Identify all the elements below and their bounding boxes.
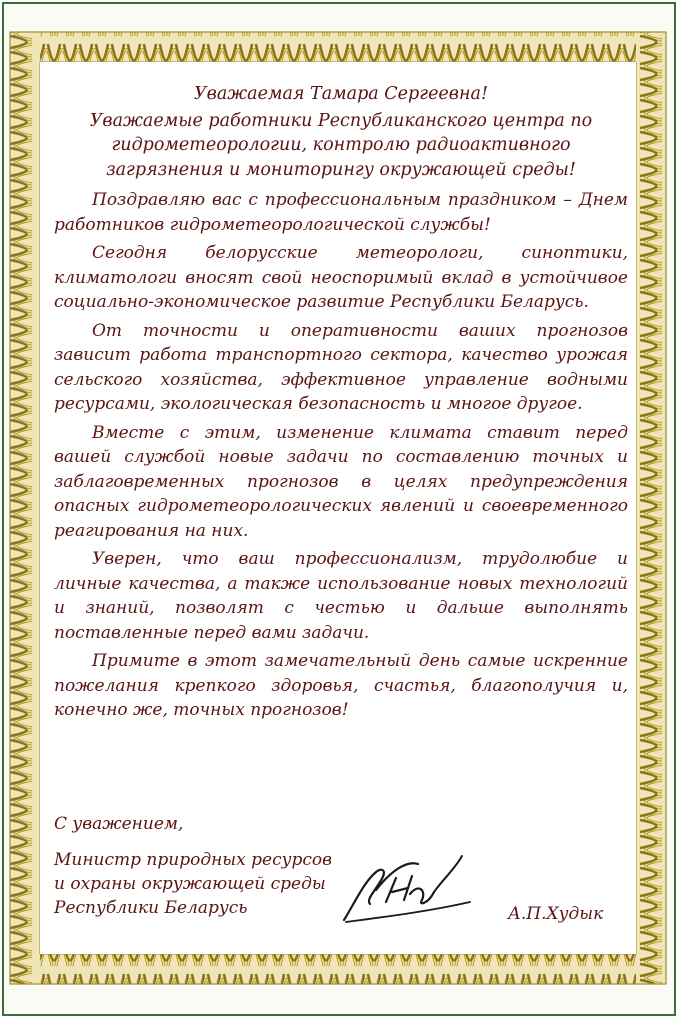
paragraph: Сегодня белорусские метеорологи, синоптики, климатологи вносят свой неоспоримый вклад в устойчивое социально-экономическое развитие Республики Беларусь. — [54, 243, 628, 312]
paragraph: От точности и оперативности ваших прогнозов зависит работа транспортного сектора, качество урожая сельского хозяйства, эффективное управление водными ресурсами, экологическая безопасность и многое другое. — [54, 320, 628, 414]
letter-body — [54, 82, 628, 723]
handwritten-signature — [336, 842, 476, 932]
signer-position — [54, 848, 332, 920]
salutation-primary: Уважаемая Тамара Сергеевна! — [194, 84, 488, 104]
signer-position-line: Республики Беларусь — [54, 898, 248, 918]
signer-name: А.П.Худык — [508, 904, 604, 924]
salutation-secondary: Уважаемые работники Республиканского центра по гидрометеорологии, контролю радиоактивного загрязнения и мониторингу окружающей среды! — [89, 110, 593, 180]
paragraph: Уверен, что ваш профессионализм, трудолюбие и личные качества, а также использование новых технологий и знаний, позволят с честью и дальше выполнять поставленные перед вами задачи. — [54, 549, 628, 643]
closing-phrase: С уважением, — [54, 814, 184, 834]
paragraph: Примите в этот замечательный день самые искренние пожелания крепкого здоровья, счастья, благополучия и, конечно же, точных прогнозов! — [54, 651, 628, 720]
signer-position-line: Министр природных ресурсов — [54, 850, 332, 870]
paragraph: Вместе с этим, изменение климата ставит перед вашей службой новые задачи по составлению точных и заблаговременных прогнозов в целях предупреждения опасных гидрометеорологических явлений и своевременного реагирования на них. — [54, 422, 628, 541]
paragraph: Поздравляю вас с профессиональным праздником – Днем работников гидрометеорологической службы! — [54, 190, 628, 235]
signer-position-line: и охраны окружающей среды — [54, 874, 326, 894]
